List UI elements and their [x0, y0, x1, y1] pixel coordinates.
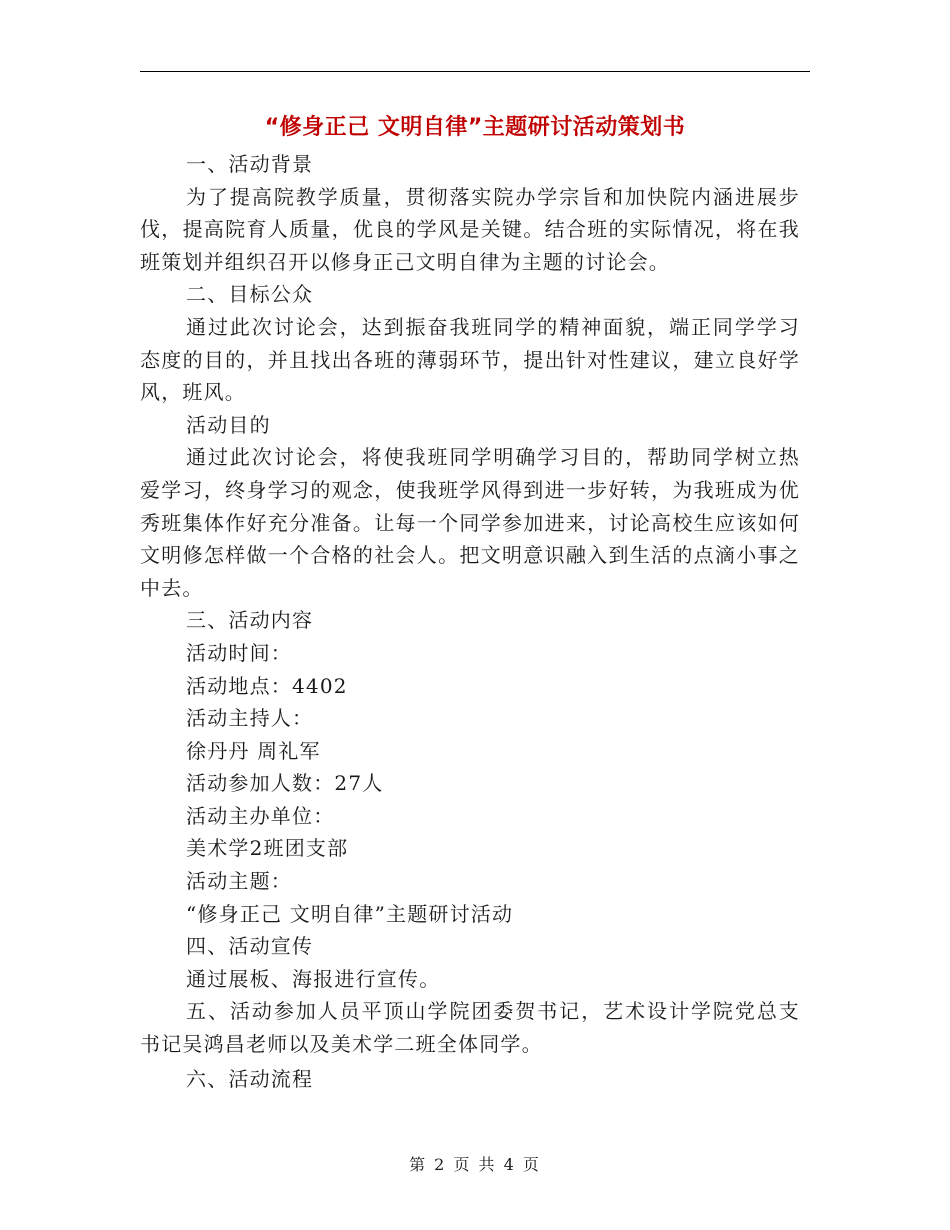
header-rule [140, 71, 810, 72]
section-heading-purpose: 活动目的 [186, 412, 271, 437]
activity-theme-label: 活动主题： [186, 869, 292, 894]
activity-hosts: 徐丹丹 周礼军 [186, 738, 321, 763]
document-body [140, 148, 800, 1095]
section-heading-publicity: 四、活动宣传 [186, 934, 314, 959]
section-heading-background: 一、活动背景 [186, 152, 314, 176]
section-heading-attendees: 五、活动参加人员平顶山学院团委贺书记，艺术设计学院党总支书记吴鸿昌老师以及美术学二班全体同学。 [140, 999, 800, 1057]
activity-participants: 活动参加人数：27人 [186, 771, 384, 796]
paragraph-background: 为了提高院教学质量，贯彻落实院办学宗旨和加快院内涵进展步伐，提高院育人质量，优良的学风是关键。结合班的实际情况，将在我班策划并组织召开以修身正己文明自律为主题的讨论会。 [140, 184, 800, 274]
paragraph-purpose: 通过此次讨论会，将使我班同学明确学习目的，帮助同学树立热爱学习，终身学习的观念，使我班学风得到进一步好转，为我班成为优秀班集体作好充分准备。让每一个同学参加进来，讨论高校生应该如何文明修怎样做一个合格的社会人。把文明意识融入到生活的点滴小事之中去。 [140, 445, 800, 600]
activity-organizer: 美术学2班团支部 [186, 836, 349, 861]
paragraph-target: 通过此次讨论会，达到振奋我班同学的精神面貌，端正同学学习态度的目的，并且找出各班的薄弱环节，提出针对性建议，建立良好学风，班风。 [140, 314, 800, 405]
page-number: 第 2 页 共 4 页 [409, 1155, 541, 1174]
document-title: “修身正己 文明自律”主题研讨活动策划书 [264, 115, 686, 140]
section-heading-target: 二、目标公众 [186, 282, 314, 307]
section-heading-process: 六、活动流程 [186, 1066, 314, 1091]
activity-host-label: 活动主持人： [186, 706, 314, 731]
activity-organizer-label: 活动主办单位： [186, 803, 335, 828]
section-heading-content: 三、活动内容 [186, 608, 314, 633]
activity-location: 活动地点：4402 [186, 673, 348, 698]
paragraph-publicity: 通过展板、海报进行宣传。 [186, 966, 441, 991]
activity-time: 活动时间： [186, 640, 292, 665]
activity-theme: “修身正己 文明自律”主题研讨活动 [186, 901, 514, 926]
